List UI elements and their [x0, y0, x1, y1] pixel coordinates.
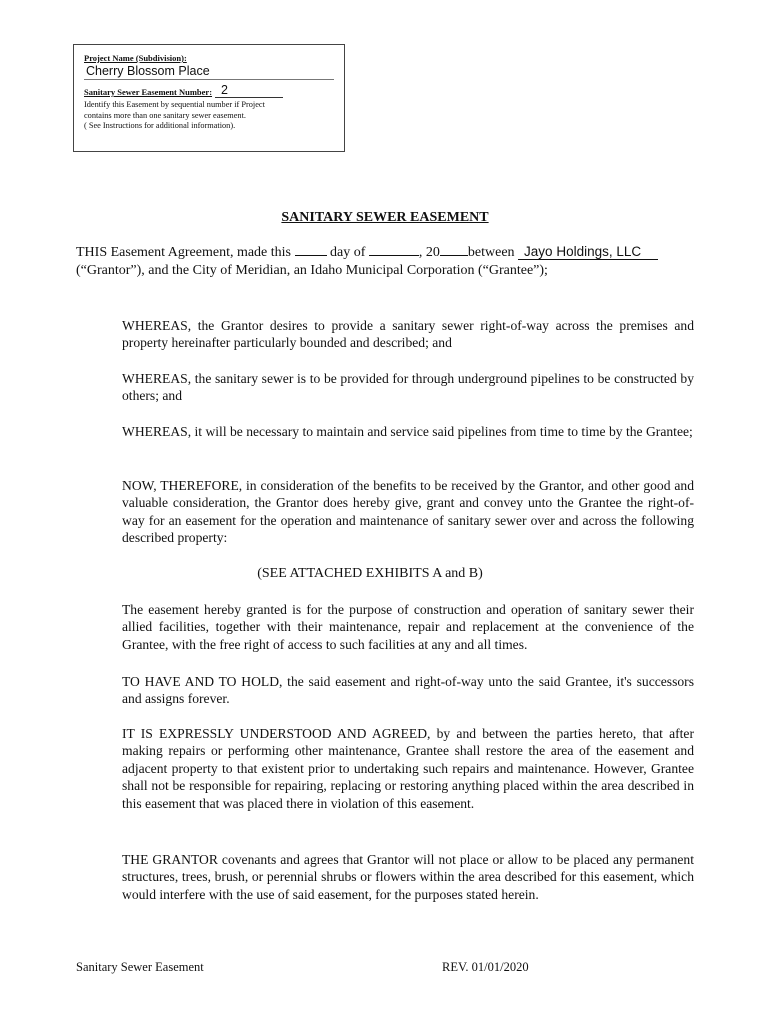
exhibits-reference: (SEE ATTACHED EXHIBITS A and B) [257, 566, 483, 581]
easement-number-row [84, 84, 334, 98]
intro-text: between [467, 245, 519, 260]
easement-instructions [84, 100, 334, 132]
paragraph-text: WHEREAS, the Grantor desires to provide a sanitary sewer right-of-way across the premises and property hereinafter particularly bounded and described; and [122, 318, 694, 351]
to-have-paragraph [122, 673, 694, 708]
instruction-line: ( See Instructions for additional information). [84, 121, 236, 130]
paragraph-text: NOW, THEREFORE, in consideration of the benefits to be received by the Grantor, and other good and valuable consideration, the Grantor does hereby give, grant and convey unto the Grantee the right-of-way for an easement for the operation and maintenance of sanitary sewer over and across the following described property: [122, 478, 694, 546]
intro-text: day of [326, 245, 369, 260]
paragraph-text: THE GRANTOR covenants and agrees that Grantor will not place or allow to be placed any permanent structures, trees, brush, or perennial shrubs or flowers within the area described for this easement, which would interfere with the use of said easement, for the purposes stated herein. [122, 852, 694, 902]
instruction-line: Identify this Easement by sequential number if Project [84, 100, 265, 109]
paragraph-text: WHEREAS, the sanitary sewer is to be provided for through underground pipelines to be constructed by others; and [122, 371, 694, 404]
month-blank-field[interactable] [369, 243, 419, 256]
project-name-label: Project Name (Subdivision): [84, 53, 187, 63]
footer-revision: REV. 01/01/2020 [442, 960, 529, 974]
whereas-paragraph-1 [122, 317, 694, 352]
purpose-paragraph [122, 601, 694, 653]
understood-paragraph [122, 725, 694, 812]
intro-paragraph [76, 243, 696, 280]
project-info-box [73, 44, 345, 152]
document-title: SANITARY SEWER EASEMENT [281, 210, 489, 225]
whereas-paragraph-3 [122, 423, 694, 440]
covenants-paragraph [122, 851, 694, 903]
intro-text: THIS Easement Agreement, made this [76, 245, 295, 260]
intro-line-1 [76, 243, 696, 262]
paragraph-text: WHEREAS, it will be necessary to maintain and service said pipelines from time to time by the Grantee; [122, 424, 693, 439]
year-blank-field[interactable] [440, 243, 468, 256]
paragraph-text: TO HAVE AND TO HOLD, the said easement and right-of-way unto the said Grantee, it's successors and assigns forever. [122, 674, 694, 707]
easement-number-field[interactable]: 2 [215, 84, 283, 98]
grantor-name-field[interactable]: Jayo Holdings, LLC [518, 244, 658, 260]
now-therefore-paragraph [122, 477, 694, 547]
easement-number-label: Sanitary Sewer Easement Number: [84, 87, 213, 97]
intro-line-2: (“Grantor”), and the City of Meridian, an Idaho Municipal Corporation (“Grantee”); [76, 263, 548, 278]
instruction-line: contains more than one sanitary sewer easement. [84, 110, 246, 120]
whereas-paragraph-2 [122, 370, 694, 405]
paragraph-text: The easement hereby granted is for the purpose of construction and operation of sanitary sewer their allied facilities, together with their maintenance, repair and replacement at the convenience of the Grantee, with the free right of access to such facilities at any and all times. [122, 602, 694, 652]
paragraph-text: IT IS EXPRESSLY UNDERSTOOD AND AGREED, by and between the parties hereto, that after making repairs or performing other maintenance, Grantee shall restore the area of the easement and adjacent property to that existent prior to undertaking such repairs and maintenance. However, Grantee shall not be responsible for repairing, replacing or restoring anything placed within the area described in this easement that was placed there in violation of this easement. [122, 726, 694, 811]
footer-document-name: Sanitary Sewer Easement [76, 960, 204, 974]
day-blank-field[interactable] [295, 243, 327, 256]
project-name-field[interactable]: Cherry Blossom Place [84, 66, 334, 80]
intro-text: , 20 [418, 245, 440, 260]
